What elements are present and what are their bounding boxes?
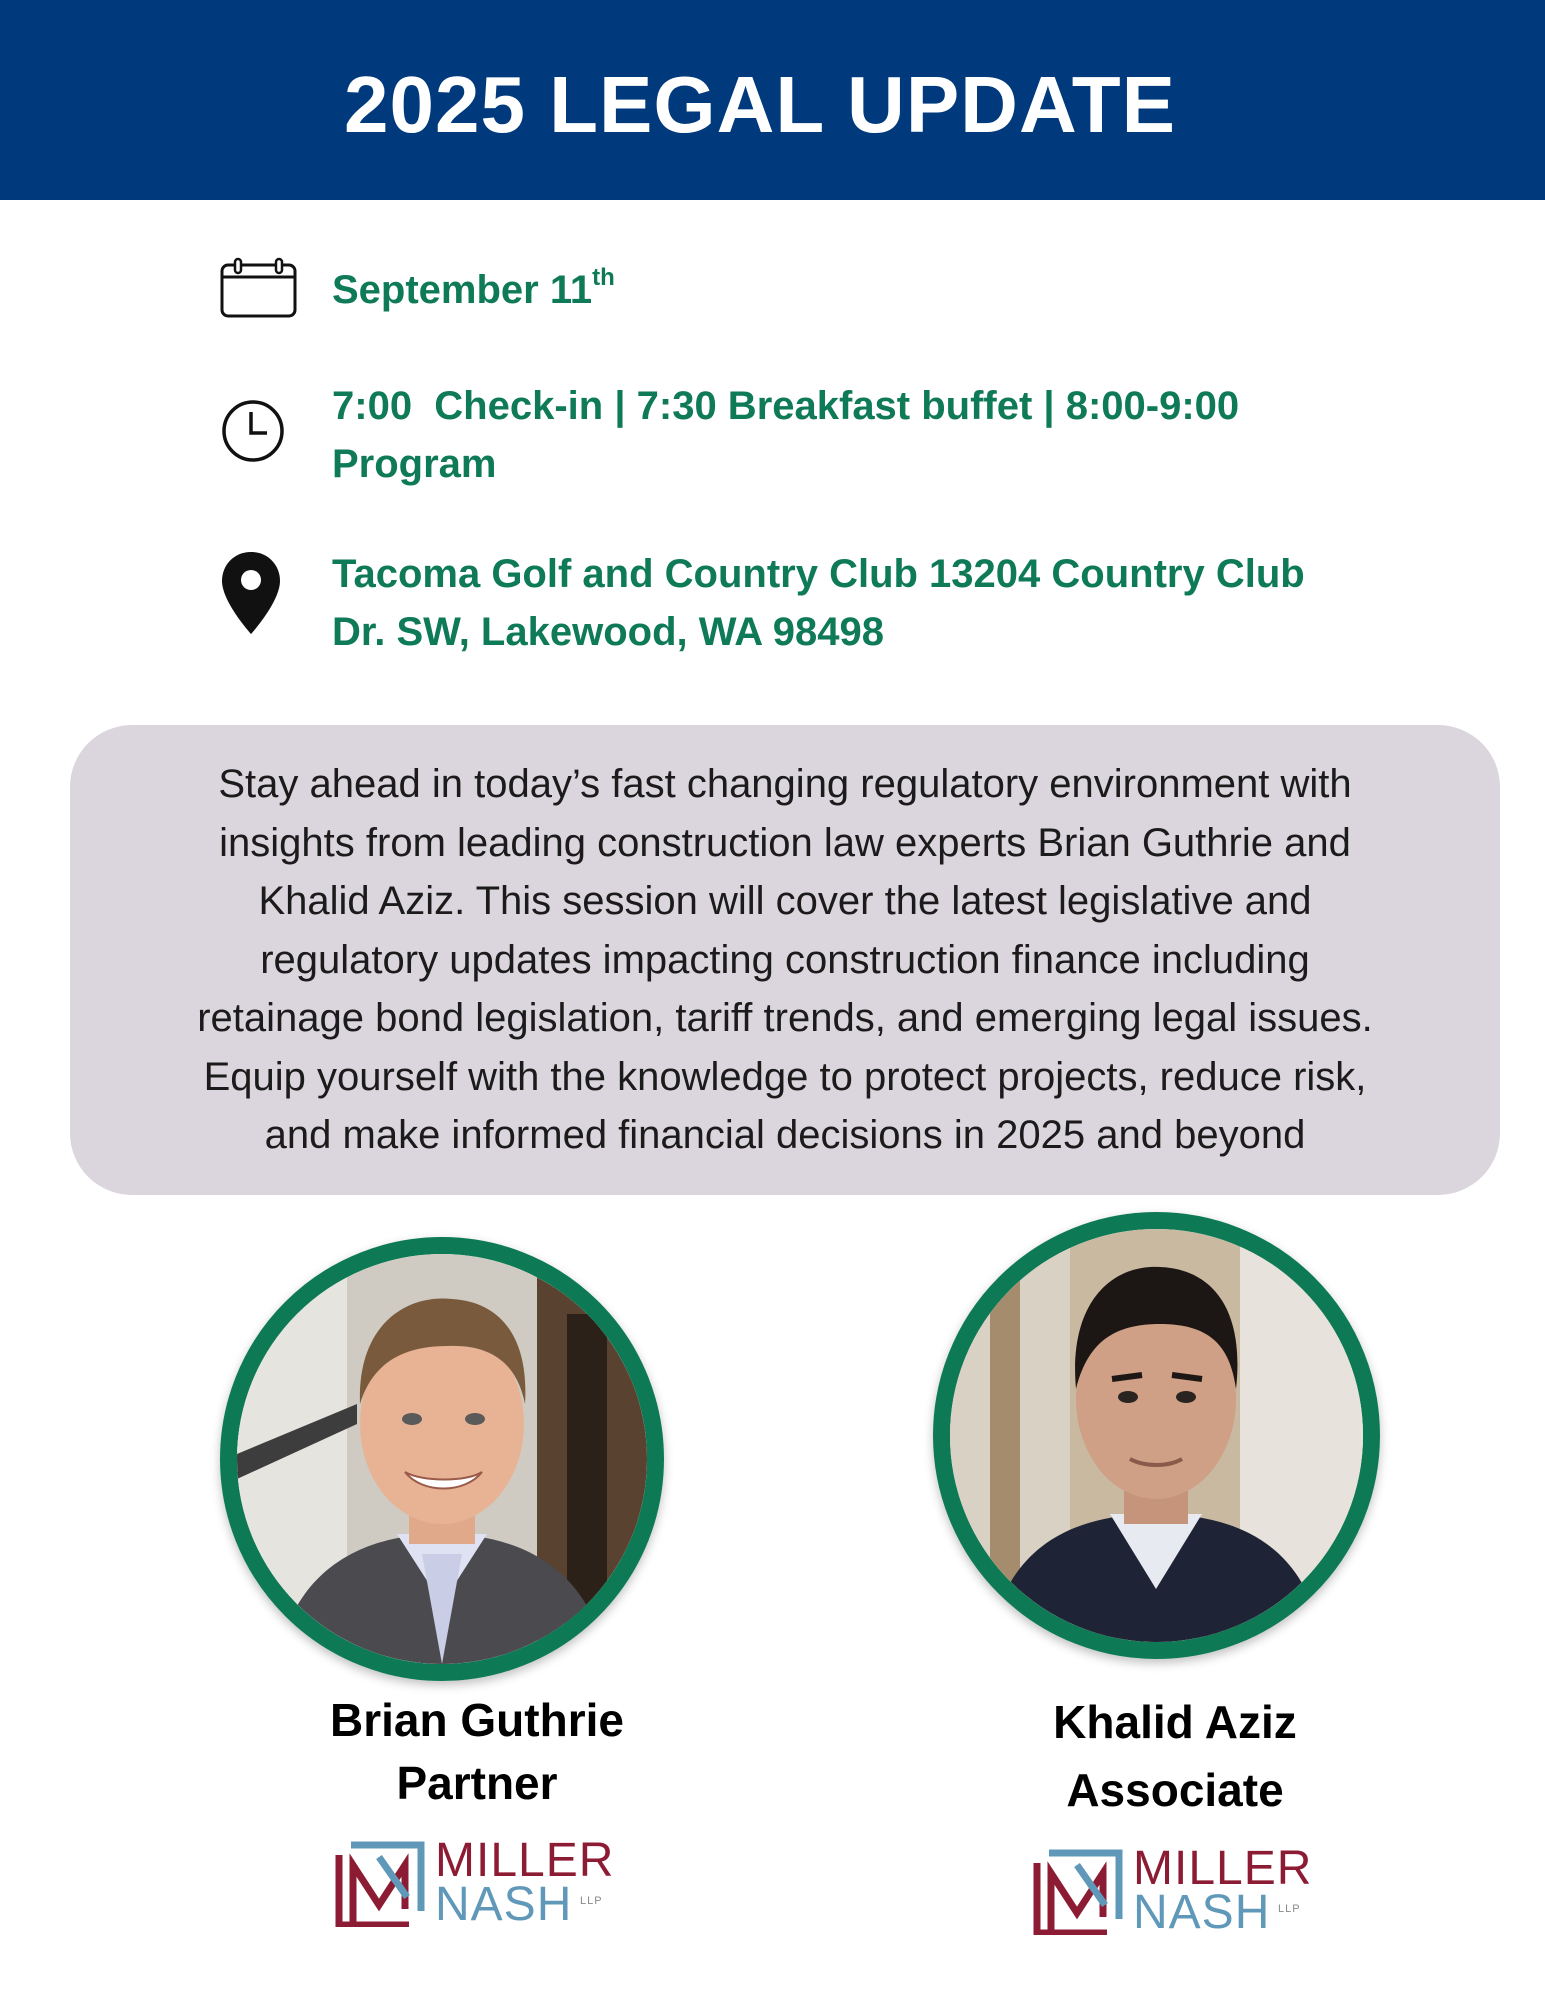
calendar-icon	[220, 257, 298, 324]
speaker-photo	[220, 1237, 664, 1681]
clock-icon	[220, 398, 286, 469]
description-text	[84, 755, 1486, 1165]
logo-llp-text: LLP	[1278, 1903, 1301, 1915]
event-location	[332, 545, 1462, 661]
speaker-role: Partner	[396, 1757, 558, 1809]
event-date-suffix: th	[592, 264, 615, 291]
header-banner	[0, 0, 1545, 200]
map-pin-icon	[220, 550, 282, 641]
description-line: regulatory updates impacting construction finance including	[260, 937, 1310, 982]
event-date	[332, 261, 1462, 325]
event-location-line2: Dr. SW, Lakewood, WA 98498	[332, 610, 885, 654]
description-line: and make informed financial decisions in 2025 and beyond	[264, 1113, 1306, 1157]
event-time-row	[0, 375, 1545, 495]
description-line: Equip yourself with the knowledge to protect projects, reduce risk,	[203, 1054, 1367, 1099]
miller-nash-logo	[1033, 1842, 1323, 1940]
page-title: 2025 LEGAL UPDATE	[343, 60, 1177, 149]
event-time	[332, 377, 1462, 493]
speaker-portrait-illustration	[237, 1254, 647, 1664]
logo-llp-text: LLP	[580, 1895, 603, 1907]
event-date-row	[0, 255, 1545, 325]
logo-miller-text: MILLER	[1133, 1842, 1313, 1895]
miller-nash-logo	[335, 1834, 625, 1932]
speaker-name: Brian Guthrie	[330, 1694, 624, 1746]
event-location-row	[0, 545, 1545, 665]
description-line: insights from leading construction law experts Brian Guthrie and	[219, 820, 1351, 865]
logo-nash-text: NASH	[435, 1878, 573, 1931]
description-line: Khalid Aziz. This session will cover the latest legislative and	[258, 879, 1312, 923]
speaker-portrait-illustration	[950, 1229, 1363, 1642]
description-line: retainage bond legislation, tariff trends, and emerging legal issues.	[197, 996, 1373, 1040]
speaker-name: Khalid Aziz	[1053, 1696, 1297, 1748]
miller-nash-logo-mark	[1033, 1849, 1123, 1935]
logo-miller-text: MILLER	[435, 1834, 615, 1887]
event-location-line1: Tacoma Golf and Country Club 13204 Country Club	[332, 552, 1305, 596]
logo-nash-text: NASH	[1133, 1886, 1271, 1939]
event-date-text: September 11	[332, 268, 593, 312]
speaker-photo	[933, 1212, 1380, 1659]
speaker-role: Associate	[1066, 1764, 1284, 1816]
miller-nash-logo-mark	[335, 1841, 425, 1927]
description-line: Stay ahead in today’s fast changing regulatory environment with	[218, 762, 1352, 806]
event-time-line2: Program	[332, 442, 497, 486]
event-time-line1: 7:00 Check-in | 7:30 Breakfast buffet | 8:00-9:00	[332, 384, 1240, 428]
description-box	[70, 725, 1500, 1195]
